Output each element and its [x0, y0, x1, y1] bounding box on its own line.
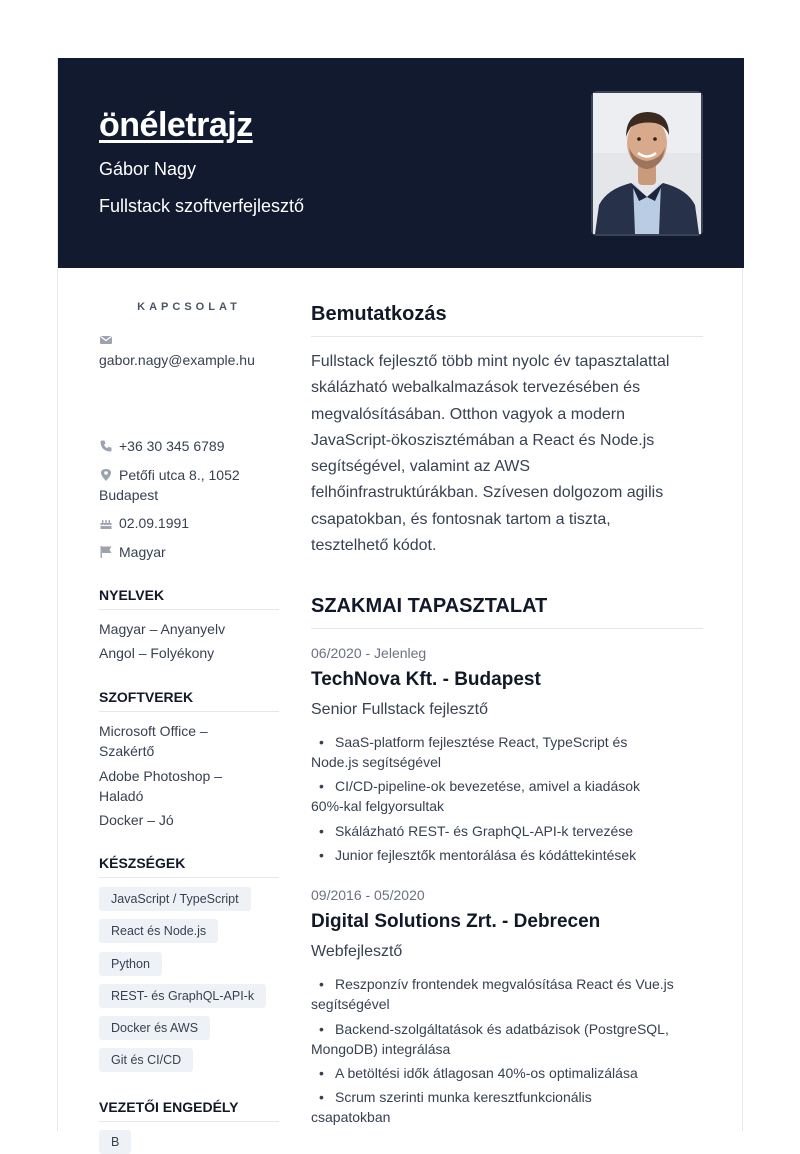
bullet-text: Backend-szolgáltatások és adatbázisok (PostgreSQL,: [335, 1021, 669, 1037]
software-item: [99, 766, 279, 806]
software-item: [99, 810, 279, 830]
job-role: Webfejlesztő: [311, 943, 403, 960]
software-title: SZOFTVEREK: [99, 689, 279, 712]
job-bullet: • CI/CD-pipeline-ok bevezetése, amivel a kiadások 60%-kal felgyorsultak: [311, 778, 641, 814]
skill-chip: REST- és GraphQL-API-k: [99, 984, 266, 1008]
software-item: [99, 721, 279, 761]
map-pin-icon: [99, 468, 113, 482]
intro-line: skálázható webalkalmazások tervezésében és: [311, 379, 641, 397]
intro-line: JavaScript-ökoszisztémában a React és Node.js: [311, 431, 655, 449]
language-item: Angol – Folyékony: [99, 645, 215, 661]
license-chip: B: [99, 1130, 131, 1154]
bullet-text: Reszponzív frontendek megvalósítása React és Vue.js: [335, 976, 674, 992]
flag-icon: [99, 545, 113, 559]
resume-title: önéletrajz: [99, 106, 253, 144]
skills-title: KÉSZSÉGEK: [99, 855, 279, 878]
job-company: TechNova Kft. - Budapest: [311, 669, 541, 690]
software-name: Docker – Jó: [99, 812, 174, 828]
intro-line: segítségével, valamint az AWS: [311, 458, 531, 476]
job-bullet: • Scrum szerinti munka keresztfunkcionális csapatokban: [311, 1089, 592, 1125]
bullet-text: Skálázható REST- és GraphQL-API-k tervezése: [335, 823, 634, 839]
software-level: Haladó: [99, 788, 144, 804]
contact-section-title: KAPCSOLAT: [137, 301, 241, 313]
profile-photo: [591, 91, 703, 236]
job-bullet: • Skálázható REST- és GraphQL-API-k tervezése: [319, 823, 634, 839]
contact-phone: [99, 436, 225, 456]
resume-page: [57, 58, 743, 1149]
software-level: Szakértő: [99, 743, 155, 759]
skill-chip: Git és CI/CD: [99, 1048, 193, 1072]
skill-chip: Python: [99, 952, 162, 976]
job-bullet: • A betöltési idők átlagosan 40%-os optimalizálása: [319, 1065, 638, 1081]
experience-title: SZAKMAI TAPASZTALAT: [311, 595, 703, 629]
job-company: Digital Solutions Zrt. - Debrecen: [311, 911, 601, 932]
job-role: Senior Fullstack fejlesztő: [311, 701, 488, 718]
bullet-text: segítségével: [311, 996, 390, 1012]
language-item: Magyar – Anyanyelv: [99, 621, 226, 637]
job-bullet: • Backend-szolgáltatások és adatbázisok (PostgreSQL, MongoDB) integrálása: [311, 1021, 669, 1057]
contact-nationality: [99, 542, 166, 562]
bullet-text: Node.js segítségével: [311, 754, 441, 770]
job-bullet: • SaaS-platform fejlesztése React, TypeScript és Node.js segítségével: [311, 734, 628, 770]
license-title: VEZETŐI ENGEDÉLY: [99, 1099, 279, 1122]
phone-icon: [99, 439, 113, 453]
bullet-text: A betöltési idők átlagosan 40%-os optimalizálása: [335, 1065, 638, 1081]
skill-chip: JavaScript / TypeScript: [99, 887, 251, 911]
address-line2: Budapest: [99, 487, 159, 503]
bullet-text: CI/CD-pipeline-ok bevezetése, amivel a kiadások: [335, 778, 641, 794]
intro-line: megvalósításában. Otthon vagyok a modern: [311, 405, 625, 423]
intro-line: felhőinfrastruktúrákban. Szívesen dolgozom agilis: [311, 484, 664, 502]
intro-title: Bemutatkozás: [311, 303, 703, 337]
intro-line: Fullstack fejlesztő több mint nyolc év tapasztalattal: [311, 353, 670, 370]
bullet-text: MongoDB) integrálása: [311, 1041, 451, 1057]
job-bullet: • Junior fejlesztők mentorálása és kódáttekintések: [319, 847, 637, 863]
bullet-text: csapatokban: [311, 1109, 391, 1125]
email-text: gabor.nagy@example.hu: [99, 352, 255, 368]
intro-line: tesztelhető kódot.: [311, 537, 437, 555]
bullet-text: Scrum szerinti munka keresztfunkcionális: [335, 1089, 592, 1105]
phone-text: +36 30 345 6789: [119, 438, 225, 454]
birthdate-text: 02.09.1991: [119, 515, 190, 531]
bullet-text: 60%-kal felgyorsultak: [311, 798, 445, 814]
cake-icon: [99, 516, 113, 530]
person-role: Fullstack szoftverfejlesztő: [99, 196, 305, 216]
skill-chip: React és Node.js: [99, 919, 218, 943]
nationality-text: Magyar: [119, 544, 166, 560]
bullet-text: Junior fejlesztők mentorálása és kódáttekintések: [335, 847, 637, 863]
languages-title: NYELVEK: [99, 587, 279, 610]
contact-email: [99, 330, 255, 370]
software-name: Adobe Photoshop –: [99, 768, 222, 784]
resume-header: [58, 58, 744, 268]
job-bullet: • Reszponzív frontendek megvalósítása React és Vue.js segítségével: [311, 976, 674, 1012]
intro-line: csapatokban, és fontosnak tartom a tiszta,: [311, 510, 611, 528]
job-date: 06/2020 - Jelenleg: [311, 645, 427, 661]
address-line1: Petőfi utca 8., 1052: [119, 467, 240, 483]
intro-text: [311, 349, 703, 559]
skill-chip: Docker és AWS: [99, 1016, 210, 1040]
person-name: Gábor Nagy: [99, 159, 197, 179]
envelope-icon: [99, 333, 113, 347]
job-date: 09/2016 - 05/2020: [311, 887, 425, 903]
software-name: Microsoft Office –: [99, 723, 208, 739]
bullet-text: SaaS-platform fejlesztése React, TypeScript és: [335, 734, 628, 750]
contact-address: [99, 465, 240, 505]
contact-birthdate: [99, 513, 189, 533]
